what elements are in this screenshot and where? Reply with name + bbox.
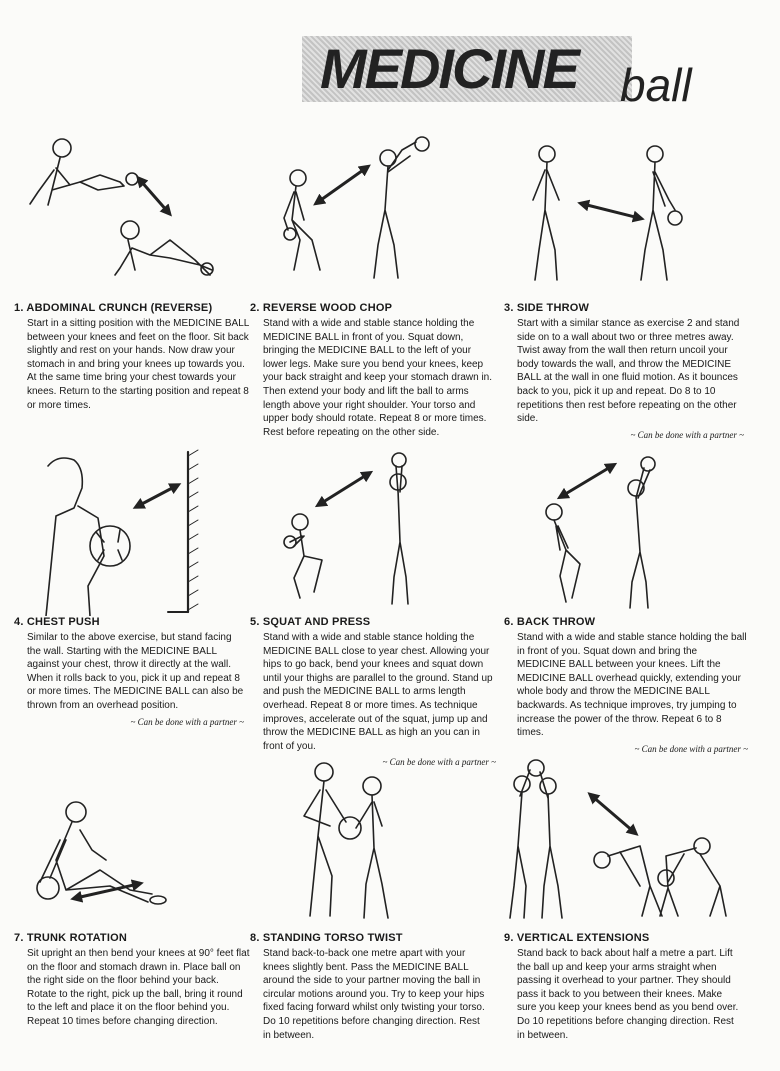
partner-note: ~ Can be done with a partner ~ — [382, 757, 496, 768]
title-main: MEDICINE — [320, 37, 578, 100]
side-throw-illustration — [515, 140, 695, 290]
exercise-7 — [14, 932, 250, 1029]
vertical-extensions-illustration — [500, 756, 740, 926]
exercise-description: Sit upright an then bend your knees at 90° feet flat on the floor and stomach drawn in. Place ball on the right side on the floor behind your back. Rotate to the right, pick up the ball, bring it round to the left and place it on the floor behind you. Repeat 10 times before changing direction. — [27, 948, 250, 1027]
exercise-title: 8. STANDING TORSO TWIST — [250, 932, 403, 944]
exercise-description: Start with a similar stance as exercise 2 and stand side on to a wall about two or three metres away. Twist away from the wall then return uncoil your body towards the wall, and throw the MEDICINE BALL at the wall in one fluid motion. As it bounces back to you, pick it up and repeat. Do 8 to 10 repetitions then rest before repeating on the other side. — [517, 318, 740, 425]
exercise-description: Stand with a wide and stable stance holding the MEDICINE BALL close to year chest. Allowing your hips to go back, bend your knees and squat down until your thighs are parallel to the ground. Stand up and push the MEDICINE BALL to arms length overhead. Repeat 8 or more times. As technique improves, accelerate out of the squat, jump up and throw the MEDICINE BALL as high an you can in front of you. — [263, 632, 493, 752]
trunk-rotation-illustration — [20, 790, 170, 920]
exercise-title: 3. SIDE THROW — [504, 302, 590, 314]
back-throw-illustration — [540, 452, 680, 612]
exercise-description: Stand with a wide and stable stance holding the ball in front of you. Squat down and bring the MEDICINE BALL between your knees. Lift the MEDICINE BALL overhead quickly, extending your whole body and throw the MEDICINE BALL backwards. As technique improves, try jumping to increase the power of the throw. Repeat 6 to 8 times. — [517, 632, 747, 739]
exercise-title: 4. CHEST PUSH — [14, 616, 100, 628]
exercise-9 — [504, 932, 742, 1042]
page-title — [302, 28, 712, 110]
partner-note: ~ Can be done with a partner ~ — [630, 429, 744, 440]
partner-note: ~ Can be done with a partner ~ — [130, 716, 244, 727]
standing-torso-twist-illustration — [290, 756, 410, 926]
partner-note: ~ Can be done with a partner ~ — [634, 743, 748, 754]
exercise-title: 6. BACK THROW — [504, 616, 596, 628]
exercise-6 — [504, 616, 748, 754]
exercise-description: Start in a sitting position with the MEDICINE BALL between your knees and feet on the floor. Sit back slightly and rest on your hands. Now draw your stomach in and bring your knees up towards you. At the same time bring your chest towards your knees. Return to the starting position and repeat 8 or more times. — [27, 318, 249, 411]
exercise-title: 5. SQUAT AND PRESS — [250, 616, 371, 628]
reverse-wood-chop-illustration — [270, 130, 470, 290]
exercise-5 — [250, 616, 496, 767]
squat-and-press-illustration — [278, 452, 438, 612]
chest-push-illustration — [38, 446, 218, 616]
exercise-8 — [250, 932, 490, 1042]
exercise-title: 7. TRUNK ROTATION — [14, 932, 127, 944]
exercise-title: 9. VERTICAL EXTENSIONS — [504, 932, 650, 944]
exercise-2 — [250, 302, 496, 439]
exercise-1 — [14, 302, 250, 412]
exercise-description: Stand back to back about half a metre a part. Lift the ball up and keep your arms straight when passing it overhead to your partner. They should pass it back to you between their knees. Make sure you keep your knees bend as you bend over. Do 10 repetitions before changing direction. Rest in between. — [517, 948, 739, 1041]
exercise-4 — [14, 616, 244, 727]
exercise-3 — [504, 302, 744, 440]
exercise-description: Stand with a wide and stable stance holding the MEDICINE BALL in front of you. Squat down, bringing the MEDICINE BALL to the left of your lower legs. Make sure you bend your knees, keep your back straight and keep your stomach drawn in. Then extend your body and lift the ball to arms length above your right shoulder. Your torso and upper body should rotate. Repeat 8 or more times. Rest before repeating on the other side. — [263, 318, 493, 438]
exercise-description: Stand back-to-back one metre apart with your knees slightly bent. Pass the MEDICINE BALL around the side to your partner moving the ball in circular motions around you. Try to keep your hips fixed facing forward whilst only twisting your torso. Do 10 repetitions before changing direction. Rest in between. — [263, 948, 485, 1041]
exercise-title: 2. REVERSE WOOD CHOP — [250, 302, 393, 314]
exercise-title: 1. ABDOMINAL CRUNCH (REVERSE) — [14, 302, 213, 314]
exercise-description: Similar to the above exercise, but stand facing the wall. Starting with the MEDICINE BALL against your chest, throw it directly at the wall. When it rolls back to you, pick it up and repeat 8 or more times. The MEDICINE BALL can also be thrown from an overhead position. — [27, 632, 244, 711]
abdominal-crunch-illustration — [20, 130, 230, 290]
title-sub: ball — [620, 59, 692, 111]
